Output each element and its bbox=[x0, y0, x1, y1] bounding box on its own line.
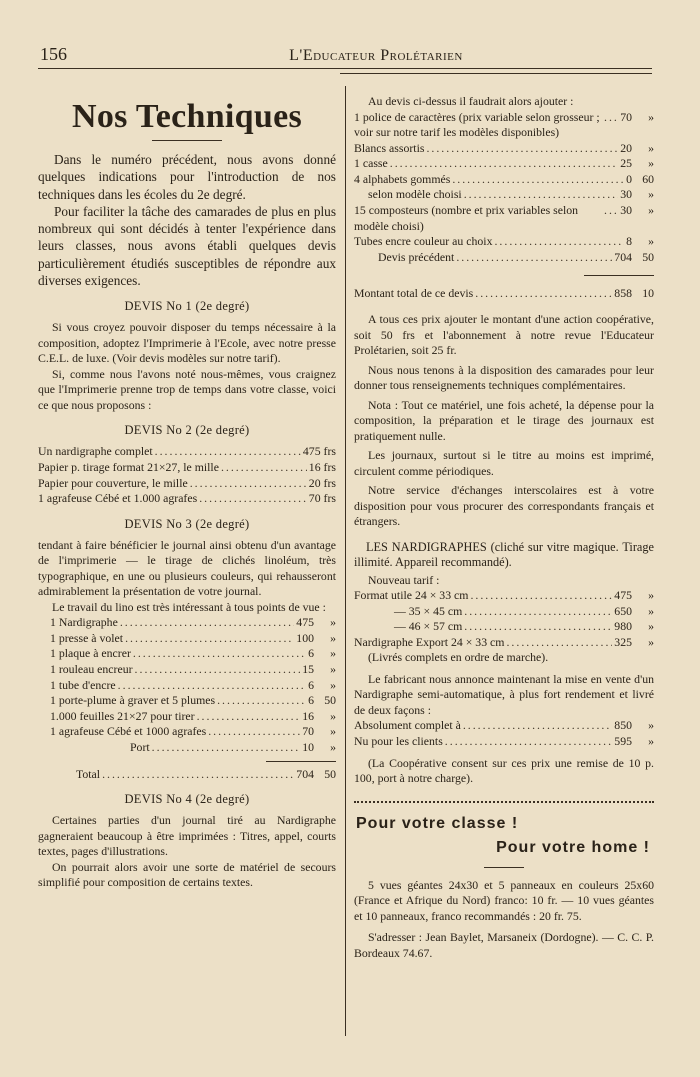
nardigraphes-heading: LES NARDIGRAPHES (cliché sur vitre magique. Tirage illimité. Appareil recommandé). bbox=[354, 539, 654, 570]
list-item: Papier pour couverture, le mille ..... 20 frs bbox=[38, 476, 336, 492]
nouveau-tarif: Nouveau tarif : bbox=[368, 572, 440, 587]
list-item: Papier p. tirage format 21×27, le mille ..... 16 frs bbox=[38, 460, 336, 476]
list-item: 1 police de caractères (prix variable selon grosseur ; voir sur notre tarif les modèles disponibles) ..... 70 » bbox=[354, 110, 654, 141]
devis1-heading: DEVIS No 1 (2e degré) bbox=[124, 299, 250, 314]
column-divider bbox=[345, 86, 346, 1036]
paragraph: A tous ces prix ajouter le montant d'une action coopérative, soit 50 frs et l'abonnement à notre revue l'Educateur Prolétarien, soit 25 fr. bbox=[354, 312, 654, 358]
montant-row: Montant total de ce devis ..... 858 10 bbox=[354, 286, 654, 302]
list-item: Nu pour les clients ..... 595 » bbox=[354, 734, 654, 750]
previous-devis-row: Devis précédent ..... 704 50 bbox=[354, 250, 654, 266]
list-item: — 35 × 45 cm ..... 650 » bbox=[354, 604, 654, 620]
total-row: Total ..... 704 50 bbox=[50, 767, 336, 783]
devis2-list bbox=[38, 444, 336, 506]
list-item: 1 Nardigraphe ..... 475 » bbox=[50, 615, 336, 631]
list-item: 4 alphabets gommés ..... 0 60 bbox=[354, 172, 654, 188]
devis1-paragraph: Si, comme nous l'avons noté nous-mêmes, vous craignez que l'Imprimerie prenne trop de temps dans votre classe, voici ce que nous proposons : bbox=[38, 366, 336, 412]
devis1-paragraph: Si vous croyez pouvoir disposer du temps nécessaire à la composition, adoptez l'Imprimerie à l'Ecole, avec notre presse C.E.L. de luxe. (Voir devis modèles sur notre tarif). bbox=[38, 320, 336, 366]
semi-auto-list bbox=[354, 718, 654, 749]
devis4-paragraph: Certaines parties d'un journal tiré au Nardigraphe gagneraient beaucoup à être imprimées : Titres, appel, courts textes, pages d'illustrations. bbox=[38, 813, 336, 859]
devis-additions-list bbox=[354, 110, 654, 303]
paragraph: Les journaux, surtout si le titre au moins est imprimé, circulent comme périodiques. bbox=[354, 448, 654, 478]
right-column bbox=[354, 94, 654, 961]
promo-line-classe: Pour votre classe ! bbox=[356, 814, 519, 832]
devis3-list bbox=[38, 615, 336, 782]
list-item: Un nardigraphe complet ..... 475 frs bbox=[38, 444, 336, 460]
promo-paragraph: 5 vues géantes 24x30 et 5 panneaux en couleurs 25x60 (France et Afrique du Nord) franco: 10 fr. — 10 vues géantes et 10 panneaux, franco recommandés : 20 fr. 75. bbox=[354, 877, 654, 923]
header-rule-secondary bbox=[340, 73, 652, 74]
nota-paragraph: Nota : Tout ce matériel, une fois acheté, la dépense pour la composition, la préparation et le tirage des journaux est pratiquement nulle. bbox=[354, 397, 654, 443]
promo-rule bbox=[484, 867, 524, 868]
promo-line-home: Pour votre home ! bbox=[496, 838, 650, 856]
intro-paragraph: Dans le numéro précédent, nous avons donné quelques indications pour l'introduction de nos techniques dans les écoles du 2e degré. bbox=[38, 152, 336, 202]
journal-title: L'Educateur Prolétarien bbox=[289, 47, 463, 64]
devis3-heading: DEVIS No 3 (2e degré) bbox=[124, 516, 250, 531]
list-item: 1 porte-plume à graver et 5 plumes ..... 6 50 bbox=[50, 693, 336, 709]
devis4-paragraph: On pourrait alors avoir une sorte de matériel de secours simplifié pour composition de certains textes. bbox=[38, 859, 336, 890]
address-paragraph: S'adresser : Jean Baylet, Marsaneix (Dordogne). — C. C. P. Bordeaux 74.67. bbox=[354, 930, 654, 960]
devis3-paragraph: tendant à faire bénéficier le journal ainsi obtenu d'un avantage de l'imprimerie — le tirage de clichés linoléum, très typographique, en une ou plusieurs couleurs, qui rehausseront admirablement la présentation de votre journal. bbox=[38, 537, 336, 599]
list-item: Nardigraphe Export 24 × 33 cm ..... 325 » bbox=[354, 635, 654, 651]
title-rule bbox=[152, 140, 222, 141]
paragraph: Nous nous tenons à la disposition des camarades pour leur donner tous renseignements techniques complémentaires. bbox=[354, 362, 654, 393]
article-title: Nos Techniques bbox=[71, 98, 302, 135]
list-item: 1 agrafeuse Cébé et 1.000 agrafes ..... 70 frs bbox=[38, 491, 336, 507]
list-item: 1.000 feuilles 21×27 pour tirer ..... 16 » bbox=[50, 709, 336, 725]
devis3-paragraph: Le travail du lino est très intéressant à tous points de vue : bbox=[52, 599, 326, 614]
devis-intro: Au devis ci-dessus il faudrait alors ajouter : bbox=[368, 94, 574, 108]
list-item: selon modèle choisi ..... 30 » bbox=[354, 187, 654, 203]
list-item: 1 presse à volet ..... 100 » bbox=[50, 631, 336, 647]
cooperative-note: (La Coopérative consent sur ces prix une remise de 10 p. 100, port à notre charge). bbox=[354, 755, 654, 786]
page-number: 156 bbox=[40, 44, 67, 64]
devis2-heading: DEVIS No 2 (2e degré) bbox=[124, 423, 250, 438]
list-item: 1 rouleau encreur ..... 15 » bbox=[50, 662, 336, 678]
list-item: Tubes encre couleur au choix ..... 8 » bbox=[354, 234, 654, 250]
list-item: Blancs assortis ..... 20 » bbox=[354, 141, 654, 157]
left-column bbox=[38, 84, 336, 891]
list-item: 1 casse ..... 25 » bbox=[354, 156, 654, 172]
running-header bbox=[40, 44, 652, 66]
list-item: 15 composteurs (nombre et prix variables selon modèle choisi) ..... 30 » bbox=[354, 203, 654, 234]
intro-paragraph: Pour faciliter la tâche des camarades de plus en plus nombreux qui sont décidés à tenter l'expérience dans leurs classes, nous avons établi quelques devis particulièrement étudiés susceptibles de répondre aux diverses exigences. bbox=[38, 203, 336, 289]
livres-note: (Livrés complets en ordre de marche). bbox=[368, 650, 549, 665]
total-rule bbox=[266, 761, 336, 762]
nardigraphes-list bbox=[354, 588, 654, 650]
port-row: Port ..... 10 » bbox=[50, 740, 336, 756]
devis4-heading: DEVIS No 4 (2e degré) bbox=[124, 792, 250, 807]
fabricant-paragraph: Le fabricant nous annonce maintenant la mise en vente d'un Nardigraphe semi-automatique, à plus fort rendement et livré de deux façons : bbox=[354, 671, 654, 717]
list-item: 1 plaque à encrer ..... 6 » bbox=[50, 646, 336, 662]
paragraph: Notre service d'échanges interscolaires est à votre disposition pour vous procurer des correspondants français et étrangers. bbox=[354, 483, 654, 529]
list-item: Absolument complet à ..... 850 » bbox=[354, 718, 654, 734]
montant-rule bbox=[584, 275, 654, 276]
list-item: Format utile 24 × 33 cm ..... 475 » bbox=[354, 588, 654, 604]
list-item: 1 agrafeuse Cébé et 1000 agrafes ..... 70 » bbox=[50, 724, 336, 740]
list-item: 1 tube d'encre ..... 6 » bbox=[50, 678, 336, 694]
list-item: — 46 × 57 cm ..... 980 » bbox=[354, 619, 654, 635]
dotted-separator bbox=[354, 801, 654, 803]
header-rule bbox=[38, 68, 652, 69]
